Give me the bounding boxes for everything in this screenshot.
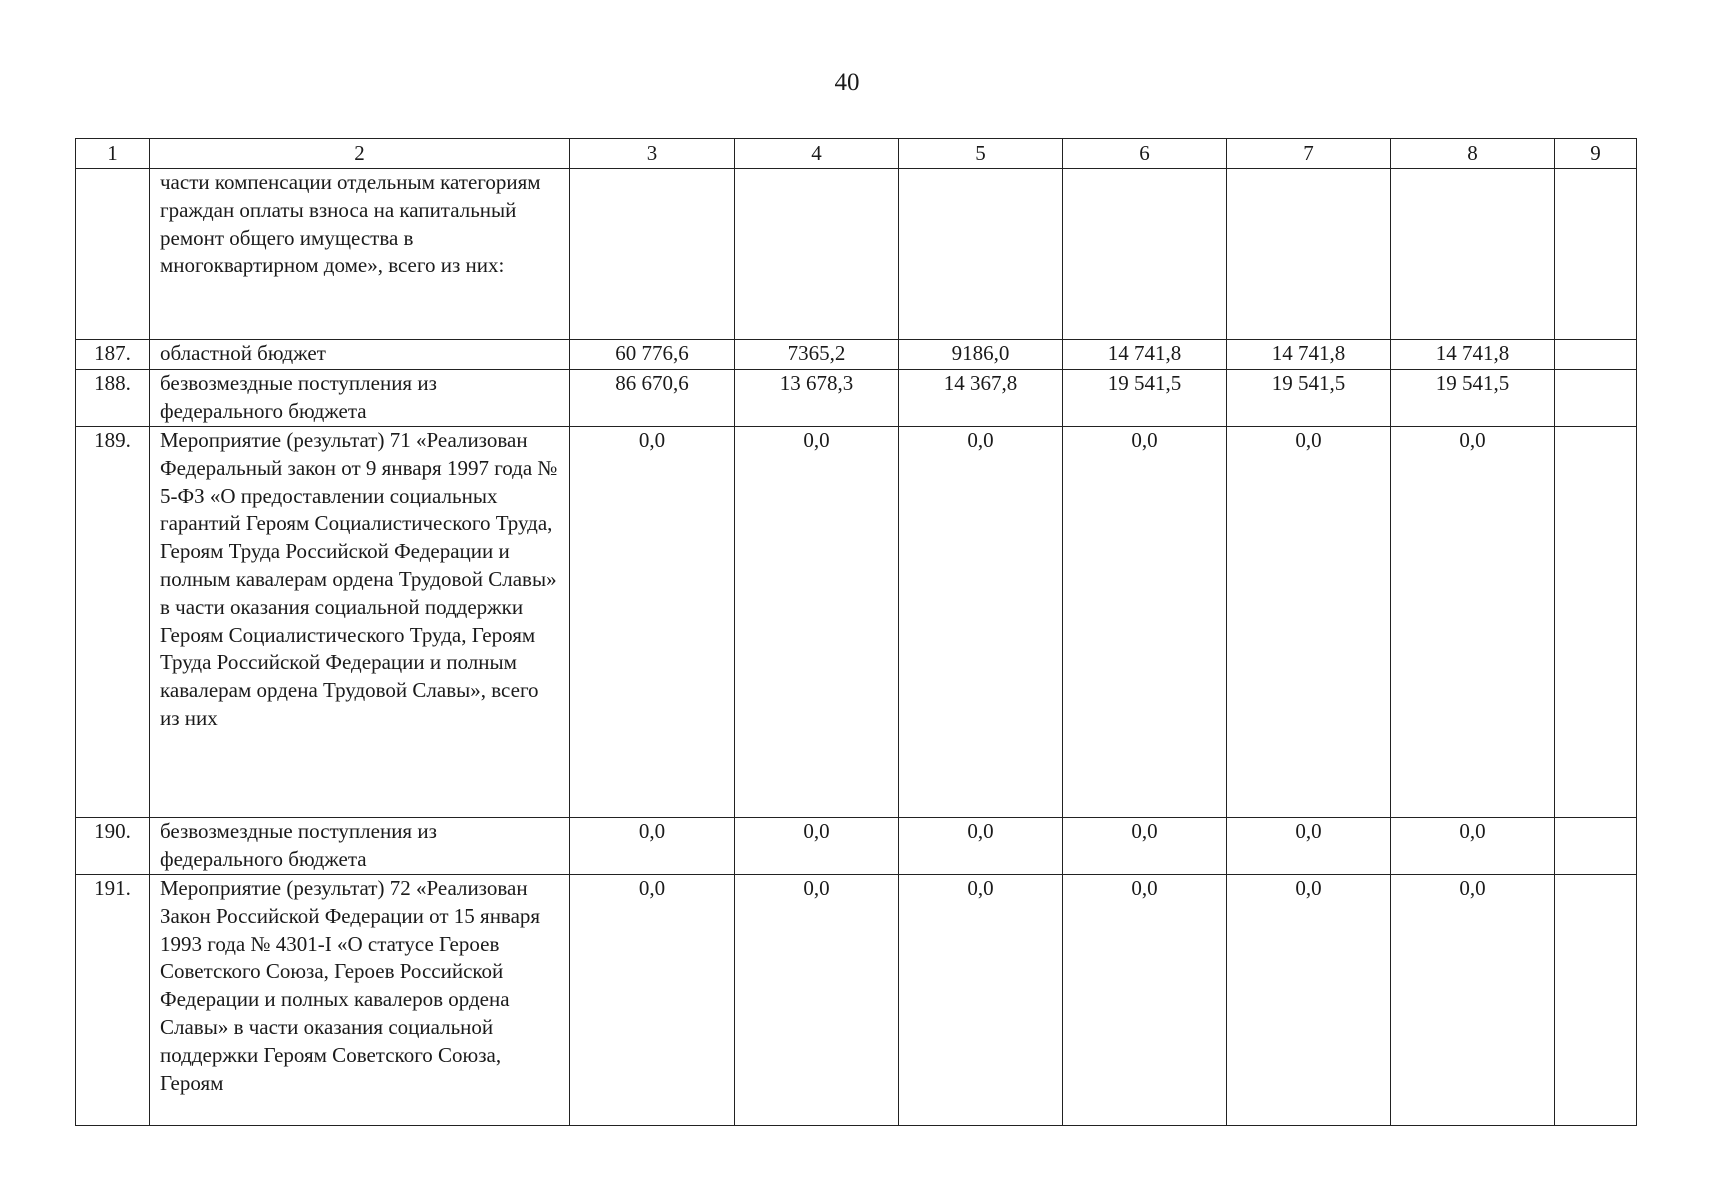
cell-value (899, 169, 1063, 340)
cell-value (1555, 340, 1637, 370)
table-row (76, 340, 1637, 370)
column-header: 7 (1227, 139, 1391, 169)
cell-value (1555, 169, 1637, 340)
row-number (76, 169, 150, 340)
cell-value: 0,0 (899, 427, 1063, 818)
table-row (76, 875, 1637, 1126)
cell-value: 0,0 (735, 427, 899, 818)
column-header: 2 (150, 139, 570, 169)
table-row (76, 169, 1637, 340)
cell-value: 0,0 (570, 427, 735, 818)
row-number: 187. (76, 340, 150, 370)
row-number: 188. (76, 370, 150, 427)
page-number: 40 (834, 69, 860, 96)
column-header: 4 (735, 139, 899, 169)
cell-value: 0,0 (1063, 818, 1227, 875)
row-description: областной бюджет (150, 340, 570, 370)
column-header: 1 (76, 139, 150, 169)
column-header: 6 (1063, 139, 1227, 169)
cell-value: 0,0 (1227, 875, 1391, 1126)
column-header: 9 (1555, 139, 1637, 169)
cell-value: 14 741,8 (1063, 340, 1227, 370)
row-description: Мероприятие (результат) 71 «Реализован Федеральный закон от 9 января 1997 года № 5-ФЗ «О предоставлении социальных гарантий Героям Социалистического Труда, Героям Труда Российской Федерации и полным кавалерам ордена Трудовой Славы» в части оказания социальной поддержки Героям Социалистического Труда, Героям Труда Российской Федерации и полным кавалерам ордена Трудовой Славы», всего из них (150, 427, 570, 818)
cell-value: 0,0 (1227, 427, 1391, 818)
column-header: 3 (570, 139, 735, 169)
table-row (76, 370, 1637, 427)
cell-value (1555, 370, 1637, 427)
cell-value: 0,0 (1391, 427, 1555, 818)
cell-value (1555, 875, 1637, 1126)
cell-value: 0,0 (899, 818, 1063, 875)
budget-table (75, 138, 1637, 1126)
cell-value: 9186,0 (899, 340, 1063, 370)
cell-value: 19 541,5 (1391, 370, 1555, 427)
cell-value: 19 541,5 (1063, 370, 1227, 427)
row-description: безвозмездные поступления из федерального бюджета (150, 818, 570, 875)
table-row (76, 818, 1637, 875)
column-header: 5 (899, 139, 1063, 169)
cell-value (1227, 169, 1391, 340)
row-number: 189. (76, 427, 150, 818)
cell-value: 60 776,6 (570, 340, 735, 370)
row-description: Мероприятие (результат) 72 «Реализован Закон Российской Федерации от 15 января 1993 года № 4301-I «О статусе Героев Советского Союза, Героев Российской Федерации и полных кавалеров ордена Славы» в части оказания социальной поддержки Героям Советского Союза, Героям (150, 875, 570, 1126)
cell-value (570, 169, 735, 340)
cell-value (1063, 169, 1227, 340)
cell-value: 0,0 (1227, 818, 1391, 875)
cell-value: 14 741,8 (1227, 340, 1391, 370)
cell-value: 86 670,6 (570, 370, 735, 427)
cell-value: 14 367,8 (899, 370, 1063, 427)
cell-value: 0,0 (1391, 818, 1555, 875)
row-description: части компенсации отдельным категориям граждан оплаты взноса на капитальный ремонт общего имущества в многоквартирном доме», всего из них: (150, 169, 570, 340)
cell-value (735, 169, 899, 340)
cell-value: 19 541,5 (1227, 370, 1391, 427)
cell-value: 0,0 (570, 818, 735, 875)
cell-value (1391, 169, 1555, 340)
cell-value: 13 678,3 (735, 370, 899, 427)
table-header-row (76, 139, 1637, 169)
cell-value: 7365,2 (735, 340, 899, 370)
cell-value (1555, 818, 1637, 875)
cell-value: 0,0 (735, 875, 899, 1126)
row-number: 190. (76, 818, 150, 875)
cell-value: 0,0 (1063, 875, 1227, 1126)
cell-value: 0,0 (1063, 427, 1227, 818)
cell-value (1555, 427, 1637, 818)
cell-value: 0,0 (899, 875, 1063, 1126)
cell-value: 0,0 (735, 818, 899, 875)
cell-value: 0,0 (570, 875, 735, 1126)
table-row (76, 427, 1637, 818)
column-header: 8 (1391, 139, 1555, 169)
row-number: 191. (76, 875, 150, 1126)
cell-value: 0,0 (1391, 875, 1555, 1126)
cell-value: 14 741,8 (1391, 340, 1555, 370)
row-description: безвозмездные поступления из федерального бюджета (150, 370, 570, 427)
